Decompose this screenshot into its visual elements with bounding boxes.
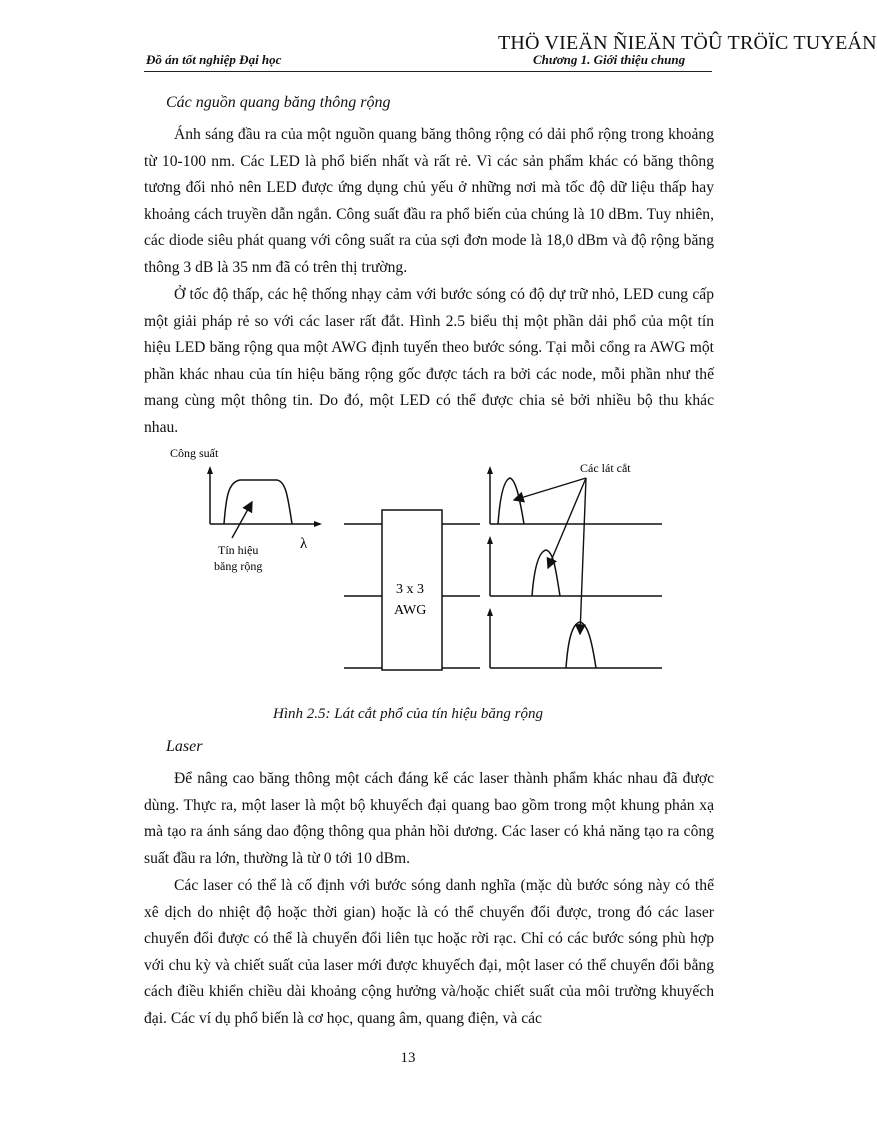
page-number: 13 bbox=[400, 1050, 416, 1066]
signal-label-line2: băng rộng bbox=[214, 559, 263, 573]
awg-box-label-2: AWG bbox=[394, 603, 427, 618]
slice-2-curve bbox=[532, 550, 560, 596]
slices-label: Các lát cắt bbox=[580, 461, 631, 475]
lambda-label: λ bbox=[300, 536, 308, 552]
awg-box-label-1: 3 x 3 bbox=[396, 582, 424, 597]
figure-caption: Hình 2.5: Lát cắt phổ của tín hiệu băng rộng bbox=[273, 706, 543, 722]
watermark-text: THÖ VIEÄN ÑIEÄN TÖÛ TRÖÏC TUYEÁN bbox=[498, 32, 877, 54]
paragraph: Ánh sáng đầu ra của một nguồn quang băng thông rộng có dải phổ rộng trong khoảng từ 10-100 nm. Các LED là phổ biến nhất và rất rẻ. Vì các sản phẩm khác có băng thông tương đối nhỏ nên LED được ứng dụng chủ yếu ở những nơi mà tốc độ dữ liệu thấp hay khoảng cách truyền dẫn ngắn. Công suất đầu ra phổ biến của chúng là 10 dBm. Tuy nhiên, các diode siêu phát quang với công suất ra của sợi đơn mode là 18,0 dBm và độ rộng băng thông 3 dB là 35 nm đã có trên thị trường. bbox=[144, 126, 714, 276]
paragraph: Để nâng cao băng thông một cách đáng kể các laser thành phẩm khác nhau đã được dùng. Thực ra, một laser là một bộ khuyếch đại quang bao gồm trong một khung phản xạ mà tạo ra ánh sáng dao động thông qua phản hồi dương. Các laser có khả năng tạo ra công suất đầu ra lớn, thường là từ 0 tới 10 dBm. bbox=[144, 770, 714, 867]
broadband-spectrum-curve bbox=[224, 480, 292, 524]
slice-3-curve bbox=[566, 622, 596, 668]
header-rule bbox=[144, 71, 712, 72]
y-axis-label: Công suất bbox=[170, 446, 219, 460]
signal-label-line1: Tín hiệu bbox=[218, 543, 259, 557]
header-right: Chương 1. Giới thiệu chung bbox=[533, 52, 686, 67]
header-left: Đồ án tốt nghiệp Đại học bbox=[146, 52, 282, 67]
section-heading-broadband: Các nguồn quang băng thông rộng bbox=[166, 94, 391, 111]
section-heading-laser: Laser bbox=[166, 738, 203, 755]
paragraph: Ở tốc độ thấp, các hệ thống nhạy cảm với bước sóng có độ dự trữ nhỏ, LED cung cấp một giải pháp rẻ so với các laser rất đắt. Hình 2.5 biểu thị một phần dải phổ của một tín hiệu LED băng rộng qua một AWG định tuyến theo bước sóng. Tại mỗi cổng ra AWG một phần khác nhau của tín hiệu băng rộng gốc được tách ra bởi các node, mỗi phần như thế mang cùng một thông tin. Do đó, một LED có thể được chia sẻ bởi nhiều bộ thu khác nhau. bbox=[144, 286, 714, 436]
paragraph: Các laser có thể là cố định với bước sóng danh nghĩa (mặc dù bước sóng này có thể xê dịch do nhiệt độ hoặc thời gian) hoặc là có thể chuyển đổi được, trong đó các laser chuyển đổi được có thể là chuyển đổi liên tục hoặc rời rạc. Chỉ có các bước sóng phù hợp với chu kỳ và chiết suất của laser mới được khuyếch đại, một laser có thể chuyển đổi bằng cách điều khiển chiều dài khoảng cộng hưởng và/hoặc chiết suất của môi trường khuyếch đại. Các ví dụ phổ biến là cơ học, quang âm, quang điện, và các bbox=[144, 877, 714, 1027]
slice-1-curve bbox=[498, 478, 524, 524]
figure-spectrum-slicing bbox=[0, 440, 816, 700]
